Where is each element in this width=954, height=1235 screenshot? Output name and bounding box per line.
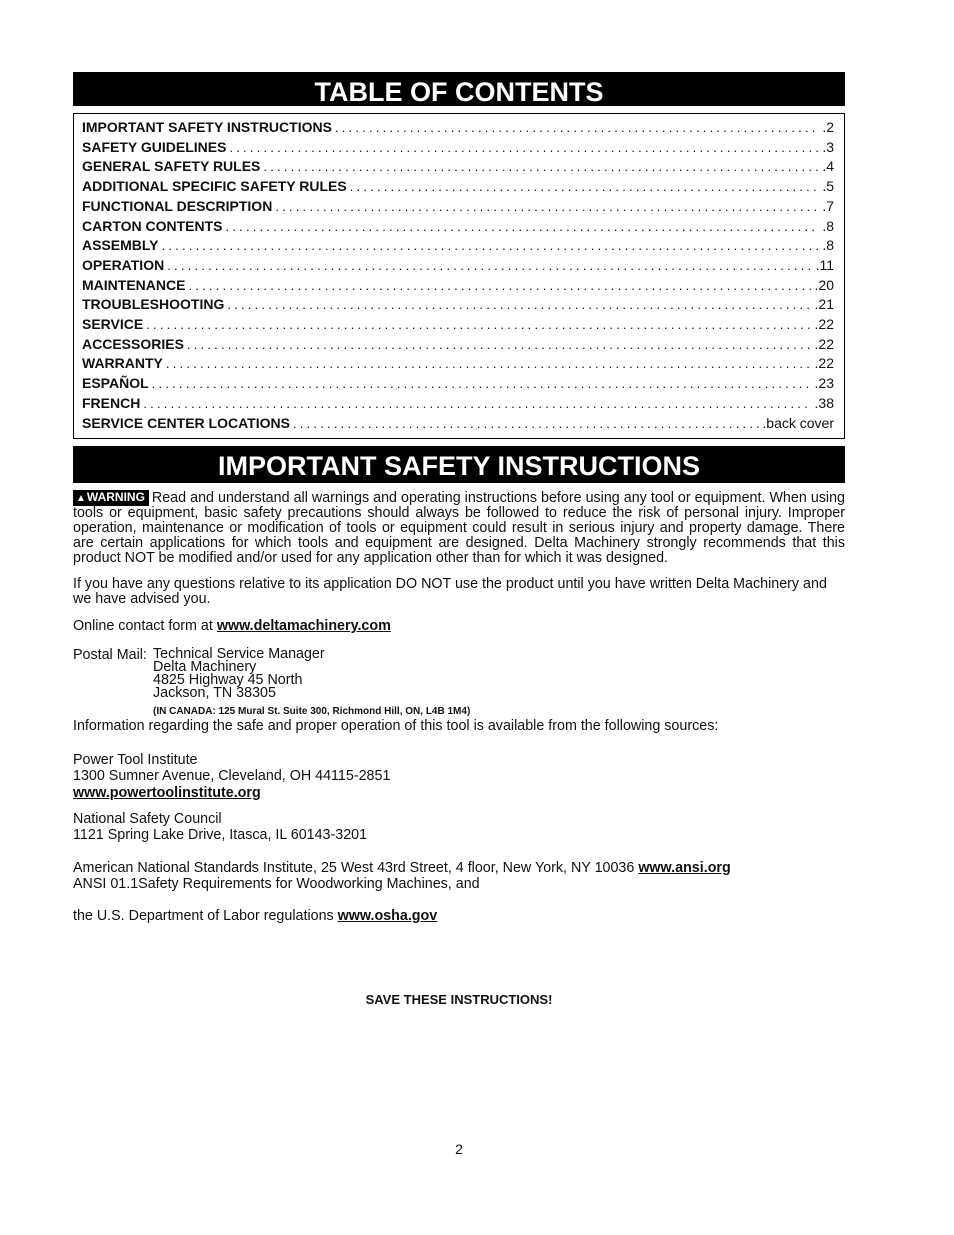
questions-paragraph: If you have any questions relative to its application DO NOT use the product until you have written Delta Machinery and we have advised you. <box>73 576 827 607</box>
toc-entry-label: SERVICE <box>82 316 144 332</box>
toc-entry[interactable] <box>82 295 834 314</box>
toc-entry-label: OPERATION <box>82 256 165 273</box>
toc-entry[interactable] <box>82 118 834 137</box>
online-contact <box>73 619 391 634</box>
deltamachinery-link[interactable]: www.deltamachinery.com <box>216 618 391 634</box>
toc-entry[interactable] <box>82 177 834 196</box>
toc-entry[interactable] <box>82 157 834 176</box>
ansi-line2: ANSI 01.1Safety Requirements for Woodworking Machines, and <box>73 876 480 892</box>
toc-entry-label: CARTON CONTENTS <box>82 217 223 234</box>
toc-entry-page: .22 <box>814 335 834 352</box>
toc-entry-label: SERVICE CENTER LOCATIONS <box>82 414 290 431</box>
toc-entry[interactable] <box>82 217 834 236</box>
toc-entry-page: .20 <box>814 276 834 293</box>
osha-text: the U.S. Department of Labor regulations <box>73 908 338 924</box>
toc-entry-page: .38 <box>814 394 834 411</box>
toc-leader-dots <box>335 118 819 137</box>
toc-leader-dots <box>275 197 819 216</box>
postal-line: Delta Machinery <box>153 659 257 675</box>
nsc-name: National Safety Council <box>73 811 222 827</box>
warning-triangle-icon: ▲ <box>76 493 86 504</box>
toc-leader-dots <box>350 177 820 196</box>
warning-badge <box>73 490 149 506</box>
toc-leader-dots <box>152 374 812 393</box>
warning-text: Read and understand all warnings and operating instructions before using any tool or equipment. When using tools or equipment, basic safety precautions should always be followed to reduce the risk of personal injury. Improper operation, maintenance or modification of tools or equipment could result in serious injury and property damage. There are certain applications for which tools and equipment are designed. Delta Machinery strongly recommends that this product NOT be modified and/or used for any application other than for which it was designed. <box>73 490 845 566</box>
table-of-contents <box>73 113 845 439</box>
canada-address: (IN CANADA: 125 Mural St. Suite 300, Richmond Hill, ON, L4B 1M4) <box>153 706 471 717</box>
warning-label: WARNING <box>86 490 145 504</box>
toc-entry-label: FRENCH <box>82 394 141 411</box>
toc-entry-page: .5 <box>822 178 834 195</box>
toc-leader-dots <box>188 276 811 295</box>
toc-leader-dots <box>167 256 812 275</box>
toc-entry-page: .23 <box>814 375 834 392</box>
pti-name: Power Tool Institute <box>73 752 198 768</box>
osha-line <box>73 909 437 924</box>
ansi-text: American National Standards Institute, 25 West 43rd Street, 4 floor, New York, NY 10036 <box>73 860 639 876</box>
toc-leader-dots <box>226 217 820 236</box>
toc-entry[interactable] <box>82 276 834 295</box>
toc-leader-dots <box>166 354 812 373</box>
toc-entry[interactable] <box>82 138 834 157</box>
toc-leader-dots <box>162 236 820 255</box>
ansi-line <box>73 861 731 876</box>
toc-entry-page: .7 <box>822 197 834 214</box>
toc-entry-page: .21 <box>814 296 834 313</box>
toc-entry-label: ASSEMBLY <box>82 237 159 254</box>
pti-address: 1300 Sumner Avenue, Cleveland, OH 44115-2851 <box>73 768 391 784</box>
save-instructions: SAVE THESE INSTRUCTIONS! <box>365 992 553 1007</box>
pti-link[interactable]: www.powertoolinstitute.org <box>73 785 261 801</box>
toc-leader-dots <box>227 295 811 314</box>
toc-leader-dots <box>143 394 811 413</box>
toc-title: TABLE OF CONTENTS <box>73 72 845 106</box>
warning-paragraph <box>73 490 845 566</box>
toc-leader-dots <box>187 335 812 354</box>
toc-entry-label: SAFETY GUIDELINES <box>82 138 227 155</box>
page-number: 2 <box>455 1141 463 1157</box>
toc-entry-page: .8 <box>822 217 834 234</box>
toc-entry-label: ADDITIONAL SPECIFIC SAFETY RULES <box>82 178 347 195</box>
toc-leader-dots <box>146 315 811 334</box>
toc-entry-page: .8 <box>822 237 834 254</box>
osha-link[interactable]: www.osha.gov <box>337 908 438 924</box>
toc-entry[interactable] <box>82 256 834 275</box>
postal-line: Technical Service Manager <box>153 646 325 662</box>
postal-line: 4825 Highway 45 North <box>153 672 303 688</box>
toc-entry[interactable] <box>82 394 834 413</box>
toc-entry-page: .3 <box>822 138 834 155</box>
toc-entry-label: MAINTENANCE <box>82 276 186 293</box>
toc-entry-page: .11 <box>815 256 834 273</box>
toc-entry[interactable] <box>82 335 834 354</box>
toc-entry-label: IMPORTANT SAFETY INSTRUCTIONS <box>82 119 332 135</box>
nsc-address: 1121 Spring Lake Drive, Itasca, IL 60143-3201 <box>73 827 368 843</box>
safety-title: IMPORTANT SAFETY INSTRUCTIONS <box>73 446 845 483</box>
postal-line: Jackson, TN 38305 <box>153 685 276 701</box>
toc-entry-page: .22 <box>814 316 834 332</box>
toc-entry-label: GENERAL SAFETY RULES <box>82 158 261 175</box>
toc-leader-dots <box>293 414 759 433</box>
toc-entry[interactable] <box>82 197 834 216</box>
toc-entry[interactable] <box>82 414 834 433</box>
toc-entry[interactable] <box>82 315 834 334</box>
toc-entry-label: WARRANTY <box>82 355 163 372</box>
toc-entry-label: ESPAÑOL <box>82 375 149 392</box>
toc-leader-dots <box>229 138 819 157</box>
ansi-link[interactable]: www.ansi.org <box>638 860 731 876</box>
online-prefix: Online contact form at <box>73 618 217 634</box>
toc-entry-page: .back cover <box>762 414 834 431</box>
postal-label: Postal Mail: <box>73 647 147 663</box>
postal-address <box>153 648 325 700</box>
info-paragraph: Information regarding the safe and proper operation of this tool is available from the following sources: <box>73 718 719 734</box>
toc-entry-page: .22 <box>814 355 834 372</box>
toc-leader-dots <box>263 157 819 176</box>
toc-entry-label: TROUBLESHOOTING <box>82 296 225 313</box>
toc-entry[interactable] <box>82 354 834 373</box>
toc-entry[interactable] <box>82 236 834 255</box>
toc-entry-label: FUNCTIONAL DESCRIPTION <box>82 197 273 214</box>
toc-entry-label: ACCESSORIES <box>82 335 184 352</box>
toc-entry[interactable] <box>82 374 834 393</box>
toc-entry-page: .2 <box>822 119 834 135</box>
toc-entry-page: .4 <box>822 158 834 175</box>
